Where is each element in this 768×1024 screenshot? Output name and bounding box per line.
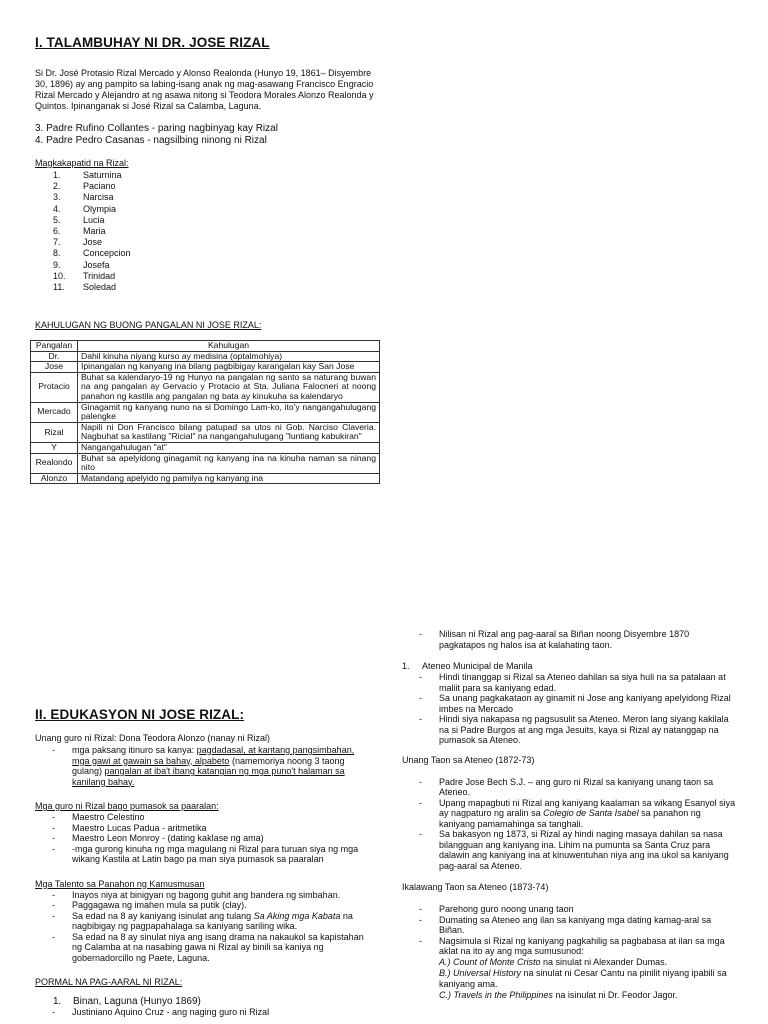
list-item: - Sa bakasyon ng 1873, si Rizal ay hindi naging masaya dahilan sa nasa bilangguan ang kaniyang ina. Lihim na pumunta sa Santa Cruz para dalawin ang kaniyang ina at kinuwentuhan niya ang ina ukol sa kaniyang pag-aaral sa Ateneo. — [402, 829, 737, 871]
list-item: - Justiniano Aquino Cruz - ang naging guro ni Rizal — [35, 1007, 370, 1018]
talents-label: Mga Talento sa Panahon ng Kamusmusan — [35, 878, 205, 889]
list-item: 5. Lucia — [53, 214, 105, 225]
table-row: Mercado Ginagamit ng kanyang nuno na si Domingo Lam-ko, ito'y nangangahulugang palengke — [31, 402, 380, 422]
section-2-heading: II. EDUKASYON NI JOSE RIZAL: — [35, 707, 245, 722]
line-3: 3. Padre Rufino Collantes - paring nagbinyag kay Rizal — [35, 123, 278, 134]
list-item: - Paggagawa ng imahen mula sa putik (clay). — [35, 900, 370, 911]
table-row: Jose Ipinangalan ng kanyang ina bilang pagbibigay karangalan kay San Jose — [31, 362, 380, 373]
first-teacher-list — [35, 745, 370, 787]
formal-label: PORMAL NA PAG-AARAL NI RIZAL: — [35, 977, 183, 987]
list-item: - Hindi siya nakapasa ng pagsusulit sa Ateneo. Meron lang siyang kakilala na si Padre Burgos at ang mga Jesuits, kaya si Rizal ay natanggap na pumasok sa Ateneo. — [402, 714, 737, 746]
list-item: B.) Universal History na sinulat ni Cesar Cantu na pinilit niyang ipabili sa kaniyang ama. — [439, 967, 727, 989]
column-header: Pangalan — [31, 341, 78, 352]
list-item: - Sa edad na 8 ay kaniyang isinulat ang tulang Sa Aking mga Kabata na nagbibigay ng pagpapahalaga sa kaniyang sariling wika. — [35, 911, 370, 932]
list-item: A.) Count of Monte Cristo na sinulat ni Alexander Dumas. — [439, 956, 668, 967]
table-row: Realondo Buhat sa apelyidong ginagamit ng kanyang ina na kinuha naman sa ninang nito — [31, 453, 380, 473]
list-item: - Nilisan ni Rizal ang pag-aaral sa Biñan noong Disyembre 1870 pagkatapos ng halos isa at kalahating taon. — [402, 629, 737, 650]
list-item: 9. Josefa — [53, 259, 110, 270]
talents-list — [35, 890, 370, 964]
binan-leave-list — [402, 629, 737, 650]
list-item: - Sa edad na 8 ay sinulat niya ang isang drama na nakaukol sa kapistahan ng Calamba at na nasabing gawa ni Rizal ay binili sa kaniya ng gobernadorcillo ng Paete, Laguna. — [35, 932, 370, 964]
siblings-label: Magkakapatid na Rizal: — [35, 158, 129, 168]
list-item: 3. Narcisa — [53, 192, 114, 203]
year2-list — [402, 904, 737, 957]
year1-list — [402, 777, 737, 872]
line-4: 4. Padre Pedro Casanas - nagsilbing ninong ni Rizal — [35, 135, 267, 146]
teachers-list — [35, 812, 370, 865]
books-list — [402, 957, 737, 1001]
list-item: - -mga gurong kinuha ng mga magulang ni Rizal para turuan siya ng mga wikang Kastila at Latin bago pa man siya pumasok sa paaralan — [35, 844, 370, 865]
year2-label: Ikalawang Taon sa Ateneo (1873-74) — [402, 882, 549, 892]
list-item: 2. Paciano — [53, 181, 116, 192]
right-column — [402, 629, 737, 1001]
list-item: - Dumating sa Ateneo ang ilan sa kaniyang mga dating kamag-aral sa Biñan. — [402, 915, 737, 936]
list-item: 6. Maria — [53, 225, 106, 236]
list-item: 1. Binan, Laguna (Hunyo 1869) — [53, 996, 201, 1007]
list-item: - Parehong guro noong unang taon — [402, 904, 737, 915]
intro-paragraph: Si Dr. José Protasio Rizal Mercado y Alonso Realonda (Hunyo 19, 1861– Disyembre 30, 1896) ay ang pampito sa labing-isang anak ng mag-asawang Francisco Engracio Rizal Mercado y Alejandro at ng asawa nitong si Teodora Morales Alonzo Realonda y Quintos. Ipinanganak si José Rizal sa Calamba, Laguna. — [35, 68, 374, 111]
list-item: 10. Trinidad — [53, 270, 116, 281]
year1-label: Unang Taon sa Ateneo (1872-73) — [402, 754, 535, 765]
list-item: - Maestro Lucas Padua - aritmetika — [35, 823, 370, 834]
formal-sub-list — [35, 1007, 370, 1018]
table-title: KAHULUGAN NG BUONG PANGALAN NI JOSE RIZAL: — [35, 320, 262, 330]
column-header: Kahulugan — [78, 341, 380, 352]
section-1-heading: I. TALAMBUHAY NI DR. JOSE RIZAL — [35, 35, 270, 50]
table-header-row — [31, 341, 380, 352]
list-item: - Padre Jose Bech S.J. – ang guro ni Rizal sa kaniyang unang taon sa Ateneo. — [402, 777, 737, 798]
list-item: 7. Jose — [53, 237, 103, 248]
ateneo-list — [402, 672, 737, 746]
list-item: C.) Travels in the Philippines na isinulat ni Dr. Feodor Jagor. — [439, 989, 678, 1000]
table-row: Alonzo Matandang apelyido ng pamilya ng kanyang ina — [31, 473, 380, 484]
ateneo-heading: 1. Ateneo Municipal de Manila — [402, 661, 533, 671]
list-item: - Hindi tinanggap si Rizal sa Ateneo dahilan sa siya huli na sa patalaan at maliit para sa kaniyang edad. — [402, 672, 737, 693]
siblings-list — [53, 170, 131, 293]
list-item: - Inayos niya at binigyan ng bagong guhit ang bandera ng simbahan. — [35, 890, 370, 901]
list-item: - Maestro Leon Monroy - (dating kaklase ng ama) — [35, 833, 370, 844]
list-item: - Upang mapagbuti ni Rizal ang kaniyang kaalaman sa wikang Esanyol siya ay nagpaturo ng aralin sa Colegio de Santa Isabel sa panahon ng kaniyang pamamahinga sa tanghali. — [402, 798, 737, 830]
list-item: 1. Saturnina — [53, 170, 122, 180]
list-item: - Maestro Celestino — [35, 812, 370, 823]
list-item: - Nagsimula si Rizal ng kaniyang pagkahilig sa pagbabasa at ilan sa mga aklat na ito ay ang mga sumusunod: — [402, 936, 737, 957]
teachers-label: Mga guro ni Rizal bago pumasok sa paaralan: — [35, 801, 219, 811]
table-row: Rizal Napili ni Don Francisco bilang patupad sa utos ni Gob. Narciso Claveria. Nagbuhat sa kastilang "Ricial" na nangangahulugang "luntiang kabukiran" — [31, 422, 380, 442]
table-row: Protacio Buhat sa kalendaryo-19 ng Hunyo na pangalan ng santo sa naturang buwan na ang pangalan ay Gervacio y Protacio at Sta. Juliana Falocneri at noong panahon ng kastila ang pangalan ng bata ay kinukuha sa kalendaryo — [31, 372, 380, 402]
first-teacher: Unang guro ni Rizal: Dona Teodora Alonzo (nanay ni Rizal) — [35, 733, 270, 743]
table-row: Dr. Dahil kinuha niyang kurso ay medisina (optalmohiya) — [31, 351, 380, 362]
section-2-body — [35, 733, 370, 1018]
list-item: 11. Soledad — [53, 281, 117, 292]
list-item: 8. Concepcion — [53, 248, 131, 259]
table-row: Y Nangangahulugan "at" — [31, 442, 380, 453]
formal-list — [35, 996, 370, 1007]
list-item: 4. Olympia — [53, 203, 117, 214]
list-item: - Sa unang pagkakataon ay ginamit ni Jose ang kaniyang apelyidong Rizal imbes na Mercado — [402, 693, 737, 714]
list-item: - mga paksang itinuro sa kanya: pagdadasal, at kantang pangsimbahan, mga gawi at gawain sa bahay, alpabeto (namemoriya noong 3 taong gulang) pangalan at iba't ibang katangian ng mga puno't halaman sa kanilang bahay. — [35, 745, 370, 787]
name-meaning-table — [30, 340, 380, 484]
